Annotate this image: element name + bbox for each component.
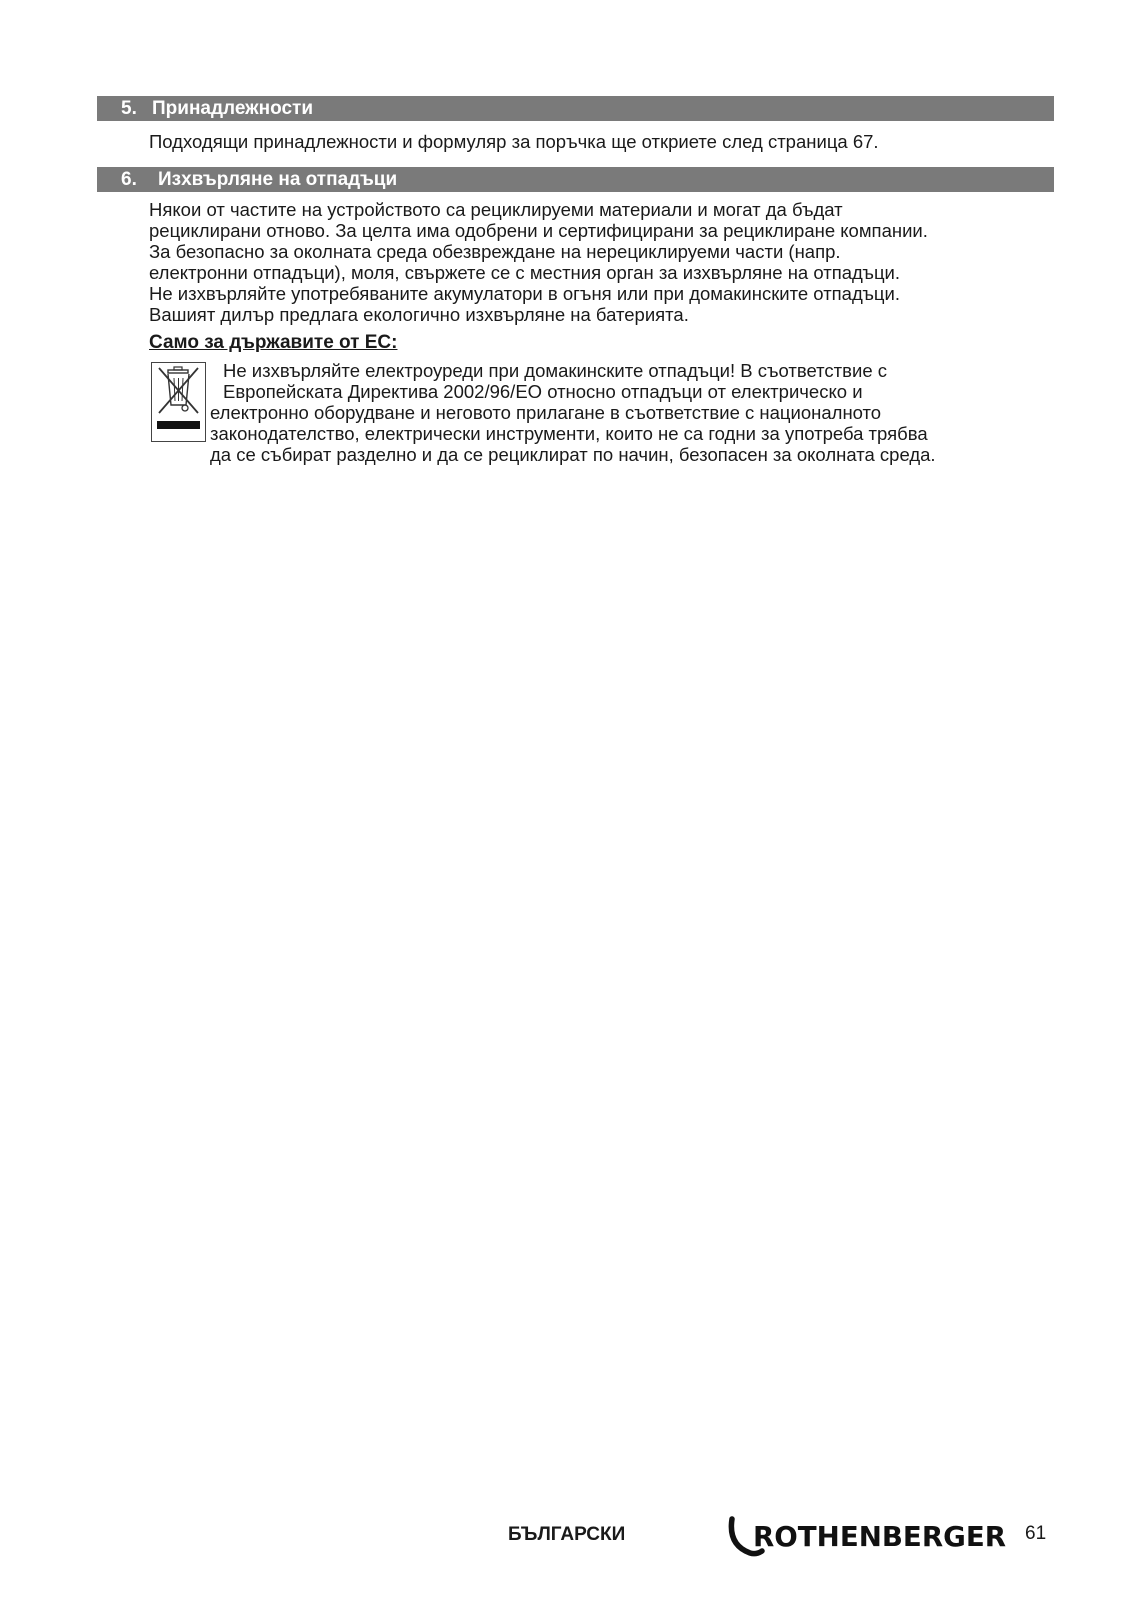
rothenberger-logo	[726, 1513, 1008, 1559]
eu-text-line: законодателство, електрически инструменти, които не са годни за употреба трябва	[210, 423, 928, 444]
eu-text-line: Европейската Директива 2002/96/ЕО относно отпадъци от електрическо и	[223, 381, 863, 402]
eu-only-heading: Само за държавите от ЕС:	[149, 332, 398, 353]
paragraph-line: рециклирани отново. За целта има одобрени и сертифицирани за рециклиране компании.	[149, 220, 928, 241]
paragraph-line: електронни отпадъци), моля, свържете се с местния орган за изхвърляне на отпадъци.	[149, 262, 901, 283]
section-6-header	[97, 167, 1054, 192]
section-6-paragraph	[149, 199, 928, 325]
section-6-title: Изхвърляне на отпадъци	[158, 169, 398, 190]
eu-text-line: електронно оборудване и неговото прилагане в съответствие с националното	[210, 402, 882, 423]
page-number: 61	[1025, 1523, 1047, 1544]
footer-language: БЪЛГАРСКИ	[508, 1524, 626, 1545]
eu-text-line: Не изхвърляйте електроуреди при домакинските отпадъци! В съответствие с	[223, 360, 887, 381]
paragraph-line: За безопасно за околната среда обезвреждане на нерециклируеми части (напр.	[149, 241, 841, 262]
brand-wordmark: ROTHENBERGER	[753, 1520, 1006, 1553]
section-5-number: 5.	[121, 98, 137, 119]
section-6-number: 6.	[121, 169, 137, 190]
section-5-title: Принадлежности	[152, 98, 314, 119]
section-5-text: Подходящи принадлежности и формуляр за поръчка ще откриете след страница 67.	[149, 131, 879, 152]
paragraph-line: Не изхвърляйте употребяваните акумулатори в огъня или при домакинските отпадъци.	[149, 283, 900, 304]
eu-text-line: да се събират разделно и да се рециклират по начин, безопасен за околната среда.	[210, 444, 936, 465]
crossed-out-wheelie-bin-icon	[151, 362, 206, 442]
section-5-header	[97, 96, 1054, 121]
paragraph-line: Вашият дилър предлага екологично изхвърляне на батерията.	[149, 304, 689, 325]
eu-disposal-text	[210, 360, 936, 465]
paragraph-line: Някои от частите на устройството са рециклируеми материали и могат да бъдат	[149, 199, 843, 220]
